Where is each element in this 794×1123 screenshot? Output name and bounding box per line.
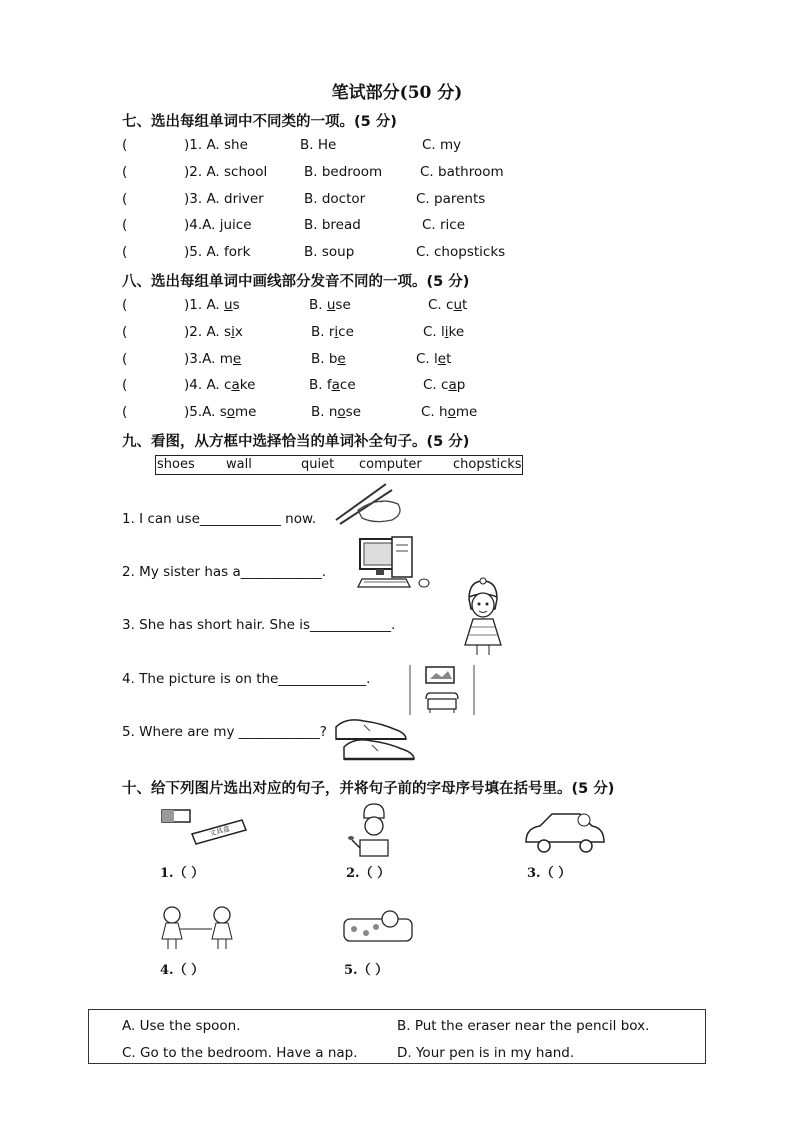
word-part: B. n <box>311 404 338 420</box>
picture-label-2: 2.（ ） <box>346 866 391 881</box>
word-part: )3.A. m <box>184 351 233 367</box>
q8-1-paren: ( <box>122 297 128 313</box>
q7-2-c: C. bathroom <box>420 164 504 180</box>
q8-1-option-a <box>184 297 240 313</box>
word-bank-item: wall <box>226 457 252 472</box>
word-part: B. f <box>309 377 332 393</box>
underlined-letter: a <box>331 377 340 393</box>
underlined-letter: i <box>444 324 449 340</box>
section-7-heading: 七、选出每组单词中不同类的一项。(5 分) <box>122 114 397 130</box>
underlined-letter: u <box>224 297 233 313</box>
section-10-heading: 十、给下列图片选出对应的句子，并将句子前的字母序号填在括号里。(5 分) <box>122 781 615 797</box>
picture-label-3: 3.（ ） <box>527 866 572 881</box>
underlined-letter: e <box>232 351 242 367</box>
q7-2-paren: ( <box>122 164 128 180</box>
word-part: B. b <box>311 351 338 367</box>
word-part: B. r <box>311 324 335 340</box>
word-part: t <box>462 297 468 313</box>
q8-2-option-b <box>311 324 354 340</box>
word-part: )5.A. s <box>184 404 227 420</box>
q8-2-option-a <box>184 324 243 340</box>
word-part: p <box>456 377 466 393</box>
page-title: 笔试部分(50 分) <box>331 83 463 103</box>
q8-3-option-b <box>311 351 346 367</box>
fill-sentence-5: 5. Where are my ____________? <box>122 724 327 740</box>
fill-sentence-4: 4. The picture is on the_____________. <box>122 671 371 687</box>
underlined-letter: u <box>453 297 462 313</box>
word-part: t <box>446 351 452 367</box>
word-bank-item: shoes <box>157 457 195 472</box>
q8-2-option-c <box>423 324 464 340</box>
q7-3-num: )3. A. driver <box>184 191 264 207</box>
word-part: se <box>345 404 362 420</box>
q7-3-paren: ( <box>122 191 128 207</box>
q8-5-option-a <box>184 404 257 420</box>
q7-1-paren: ( <box>122 137 128 153</box>
word-part: me <box>235 404 257 420</box>
word-bank-box <box>155 455 523 475</box>
word-part: B. <box>309 297 327 313</box>
picture-label-4: 4.（ ） <box>160 963 205 978</box>
q7-4-b: B. bread <box>304 217 361 233</box>
option-d: D. Your pen is in my hand. <box>397 1045 575 1061</box>
q8-4-paren: ( <box>122 377 128 393</box>
shoes-picture <box>330 713 416 763</box>
q8-3-paren: ( <box>122 351 128 367</box>
word-part: )4. A. c <box>184 377 232 393</box>
q8-3-option-c <box>416 351 451 367</box>
q8-4-option-a <box>184 377 255 393</box>
sleeping-child-picture <box>340 903 416 947</box>
underlined-letter: i <box>231 324 235 340</box>
option-b: B. Put the eraser near the pencil box. <box>397 1018 650 1034</box>
q8-4-option-b <box>309 377 356 393</box>
word-part: ce <box>338 324 354 340</box>
q7-1-c: C. my <box>422 137 462 153</box>
word-bank-item: quiet <box>301 457 335 472</box>
underlined-letter: e <box>337 351 346 367</box>
fill-sentence-1: 1. I can use____________ now. <box>122 511 317 527</box>
q7-3-c: C. parents <box>416 191 486 207</box>
q8-1-option-c <box>428 297 467 313</box>
q7-1-b: B. He <box>300 137 337 153</box>
q8-4-option-c <box>423 377 465 393</box>
q7-5-num: )5. A. fork <box>184 244 251 260</box>
word-part: s <box>232 297 240 313</box>
q8-3-option-a <box>184 351 241 367</box>
q7-2-b: B. bedroom <box>304 164 383 180</box>
word-part: ce <box>339 377 356 393</box>
word-bank-item: chopsticks <box>453 457 522 472</box>
word-part: x <box>234 324 243 340</box>
q7-2-num: )2. A. school <box>184 164 268 180</box>
word-part: C. c <box>423 377 449 393</box>
picture-label-5: 5.（ ） <box>344 963 389 978</box>
word-part: C. l <box>423 324 445 340</box>
q7-5-paren: ( <box>122 244 128 260</box>
underlined-letter: a <box>231 377 240 393</box>
q7-4-num: )4.A. juice <box>184 217 252 233</box>
q7-4-paren: ( <box>122 217 128 233</box>
underlined-letter: u <box>326 297 336 313</box>
q7-5-b: B. soup <box>304 244 355 260</box>
two-girls-picture <box>156 903 240 953</box>
word-part: C. l <box>416 351 438 367</box>
q8-1-option-b <box>309 297 351 313</box>
q8-2-paren: ( <box>122 324 128 340</box>
underlined-letter: a <box>448 377 457 393</box>
computer-picture <box>356 535 440 593</box>
underlined-letter: o <box>447 404 456 420</box>
fill-sentence-3: 3. She has short hair. She is____________. <box>122 617 396 633</box>
q7-5-c: C. chopsticks <box>416 244 506 260</box>
eraser-pencil-box-picture <box>158 806 250 848</box>
q8-5-option-c <box>421 404 477 420</box>
section-8-heading: 八、选出每组单词中画线部分发音不同的一项。(5 分) <box>122 274 470 290</box>
word-part: C. h <box>421 404 448 420</box>
q7-3-b: B. doctor <box>304 191 366 207</box>
chopsticks-hand-picture <box>328 480 406 530</box>
word-part: me <box>455 404 478 420</box>
fill-sentence-2: 2. My sister has a____________. <box>122 564 327 580</box>
option-c: C. Go to the bedroom. Have a nap. <box>122 1045 358 1061</box>
q7-1-num: )1. A. she <box>184 137 248 153</box>
word-part: )2. A. s <box>184 324 232 340</box>
word-part: )1. A. <box>184 297 225 313</box>
svg-text:文具盒: 文具盒 <box>208 824 231 838</box>
word-part: C. c <box>428 297 454 313</box>
picture-label-1: 1.（ ） <box>160 866 205 881</box>
wall-picture <box>406 663 478 717</box>
word-bank-item: computer <box>359 457 422 472</box>
underlined-letter: o <box>226 404 236 420</box>
word-part: ke <box>239 377 256 393</box>
car-picture <box>520 806 610 856</box>
q8-5-option-b <box>311 404 361 420</box>
underlined-letter: e <box>437 351 447 367</box>
section-9-heading: 九、看图，从方框中选择恰当的单词补全句子。(5 分) <box>122 434 470 450</box>
word-part: ke <box>448 324 465 340</box>
underlined-letter: o <box>337 404 346 420</box>
girl-picture <box>455 575 511 657</box>
underlined-letter: i <box>334 324 339 340</box>
option-a: A. Use the spoon. <box>122 1018 241 1034</box>
chef-spoon-picture <box>346 800 406 858</box>
word-part: se <box>335 297 351 313</box>
q8-5-paren: ( <box>122 404 128 420</box>
sentence-options-box <box>88 1009 706 1064</box>
q7-4-c: C. rice <box>422 217 466 233</box>
